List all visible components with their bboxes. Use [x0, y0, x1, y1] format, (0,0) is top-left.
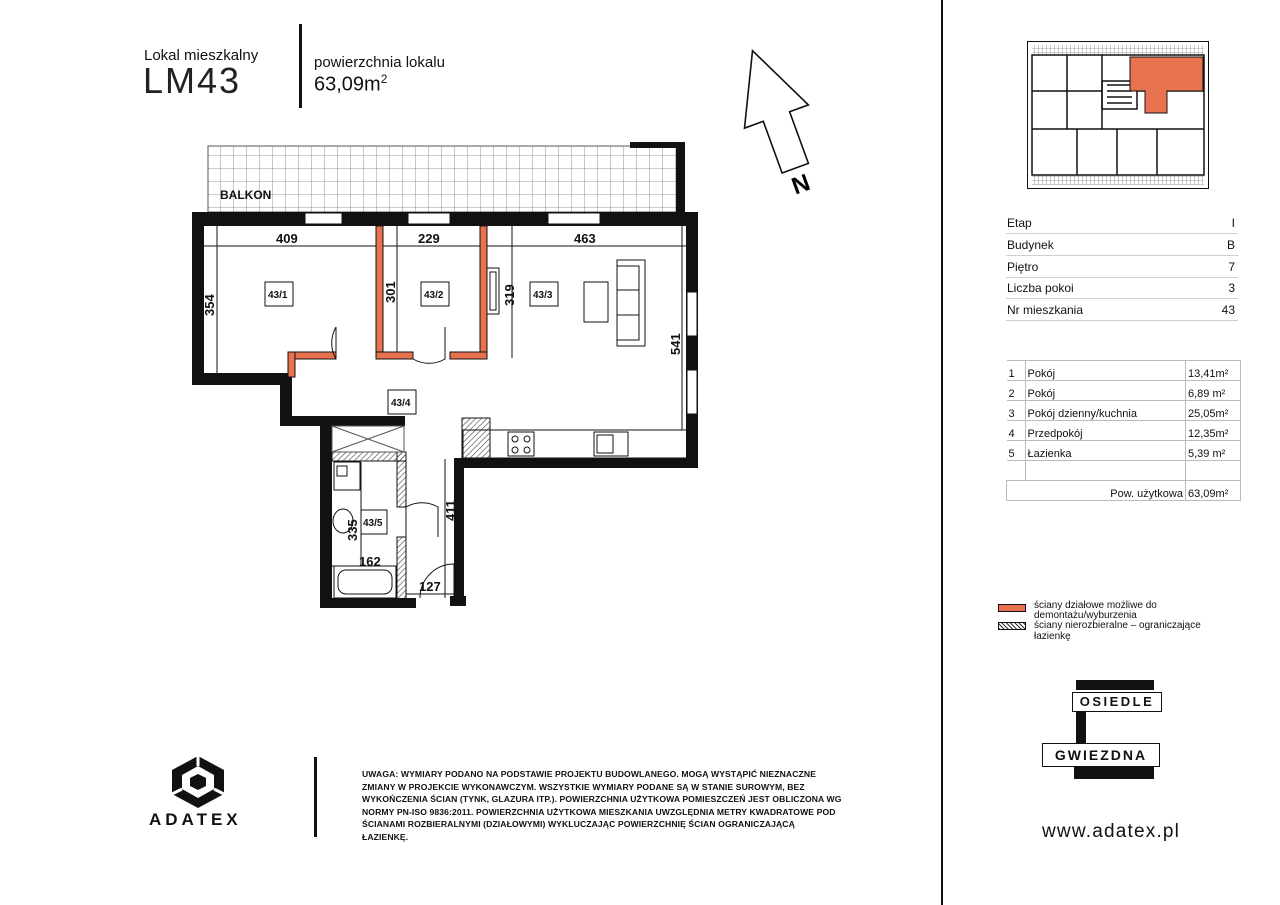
furniture [333, 260, 687, 598]
area-unit-sup: 2 [380, 72, 388, 86]
room-label-2: 43/2 [424, 290, 444, 301]
dim-bath-depth: 335 [345, 519, 360, 541]
info-value: 3 [1228, 281, 1235, 295]
room-no: 3 [1007, 401, 1026, 421]
compass-letter: N [788, 169, 814, 201]
room-name: Pokój [1025, 361, 1186, 381]
table-row [1007, 401, 1241, 421]
balcony-edge [630, 142, 685, 148]
table-row [1007, 461, 1241, 481]
room-name: Przedpokój [1025, 421, 1186, 441]
area-label: powierzchnia lokalu [314, 54, 445, 71]
gwiezdna-box: GWIEZDNA [1042, 743, 1160, 767]
osiedle-word: OSIEDLE [1072, 692, 1162, 712]
area-number: 63,09m [314, 73, 381, 96]
info-value: B [1226, 238, 1235, 252]
legend-text-bathroom: ściany nierozbieralne – ograniczające łazienkę [1034, 620, 1201, 642]
legend-text-removable: ściany działowe możliwe do demontażu/wyburzenia [1034, 600, 1157, 621]
room-area: 13,41m² [1186, 361, 1241, 381]
table-row [1007, 381, 1241, 401]
info-row [1006, 277, 1238, 299]
room-no: 1 [1007, 361, 1026, 381]
dim-living-depth: 541 [668, 333, 683, 355]
room-area: 12,35m² [1186, 421, 1241, 441]
dim-room3-depth: 319 [502, 284, 517, 306]
info-label: Piętro [1007, 260, 1039, 274]
info-label: Liczba pokoi [1007, 281, 1074, 295]
bathroom-walls [332, 418, 490, 599]
room-label-1: 43/1 [268, 290, 288, 301]
info-row [1006, 256, 1238, 278]
panel-divider [941, 0, 943, 905]
balcony-label: BALKON [220, 188, 272, 202]
dim-door-width: 127 [419, 579, 441, 594]
legend-swatch-bathroom [998, 622, 1026, 630]
adatex-logo-icon [168, 754, 228, 810]
dim-bath-width: 162 [359, 554, 381, 569]
unit-label: Lokal mieszkalny [144, 47, 259, 64]
balcony [208, 146, 678, 212]
room-labels [265, 282, 558, 534]
room-label-3: 43/3 [533, 290, 553, 301]
info-label: Nr mieszkania [1007, 303, 1084, 317]
table-row [1007, 421, 1241, 441]
dim-room1-width: 409 [276, 231, 298, 246]
info-row [1006, 234, 1238, 256]
info-label: Etap [1007, 216, 1032, 230]
room-area: 6,89 m² [1186, 381, 1241, 401]
room-area: 25,05m² [1186, 401, 1241, 421]
balcony-rail [676, 145, 685, 213]
total-value: 63,09m² [1186, 481, 1241, 501]
room-no: 2 [1007, 381, 1026, 401]
company-name: ADATEX [149, 810, 242, 829]
footer-divider [314, 757, 317, 837]
room-name: Pokój [1025, 381, 1186, 401]
room-label-4: 43/4 [391, 398, 411, 409]
dim-room3-width: 463 [574, 231, 596, 246]
unit-code: LM43 [143, 60, 242, 101]
info-label: Budynek [1007, 238, 1054, 252]
table-row [1007, 441, 1241, 461]
room-name: Pokój dzienny/kuchnia [1025, 401, 1186, 421]
website[interactable]: www.adatex.pl [1042, 821, 1181, 842]
dim-room2-depth: 301 [383, 281, 398, 303]
info-value: I [1231, 216, 1235, 230]
room-area: 5,39 m² [1186, 441, 1241, 461]
north-arrow-icon [721, 39, 838, 209]
info-row [1006, 212, 1238, 234]
disclaimer-note: UWAGA: WYMIARY PODANO NA PODSTAWIE PROJEKTU BUDOWLANEGO. MOGĄ WYSTĄPIĆ NIEZNACZNE ZMIANY W PROJEKCIE WYKONAWCZYM. WSZYSTKIE WYMIARY PODANE SĄ W STANIE SUROWYM, BEZ WYKOŃCZENIA ŚCIAN (TYNK, GLAZURA ITP.). POWIERZCHNIA UŻYTKOWA POMIESZCZEŃ JEST OBLICZONA WG NORMY PN-ISO 9836:2011. POWIERZCHNIA UŻYTKOWA MIESZKANIA UWZGLĘDNIA METRY KWADRATOWE POD ŚCIANAMI ROZBIERALNYMI (DZIAŁOWYMI) WYKLUCZAJĄC POWIERZCHNIĘ ŚCIAN OGRANICZAJĄCĄ ŁAZIENKĘ. [362, 769, 842, 842]
key-plan [1027, 41, 1209, 189]
info-row [1006, 299, 1238, 321]
dim-hall-depth: 411 [443, 500, 458, 521]
room-no: 4 [1007, 421, 1026, 441]
legend-swatch-removable [998, 604, 1026, 612]
info-value: 7 [1228, 260, 1235, 274]
room-area-table [1006, 360, 1241, 501]
osiedle-logo [1054, 680, 1166, 800]
total-label: Pow. użytkowa [1007, 481, 1186, 501]
info-value: 43 [1221, 303, 1235, 317]
total-row [1007, 481, 1241, 501]
room-name: Łazienka [1025, 441, 1186, 461]
table-row [1007, 361, 1241, 381]
room-label-5: 43/5 [363, 518, 383, 529]
dim-room2-width: 229 [418, 231, 440, 246]
room-no: 5 [1007, 441, 1026, 461]
dim-room1-depth: 354 [202, 294, 217, 316]
